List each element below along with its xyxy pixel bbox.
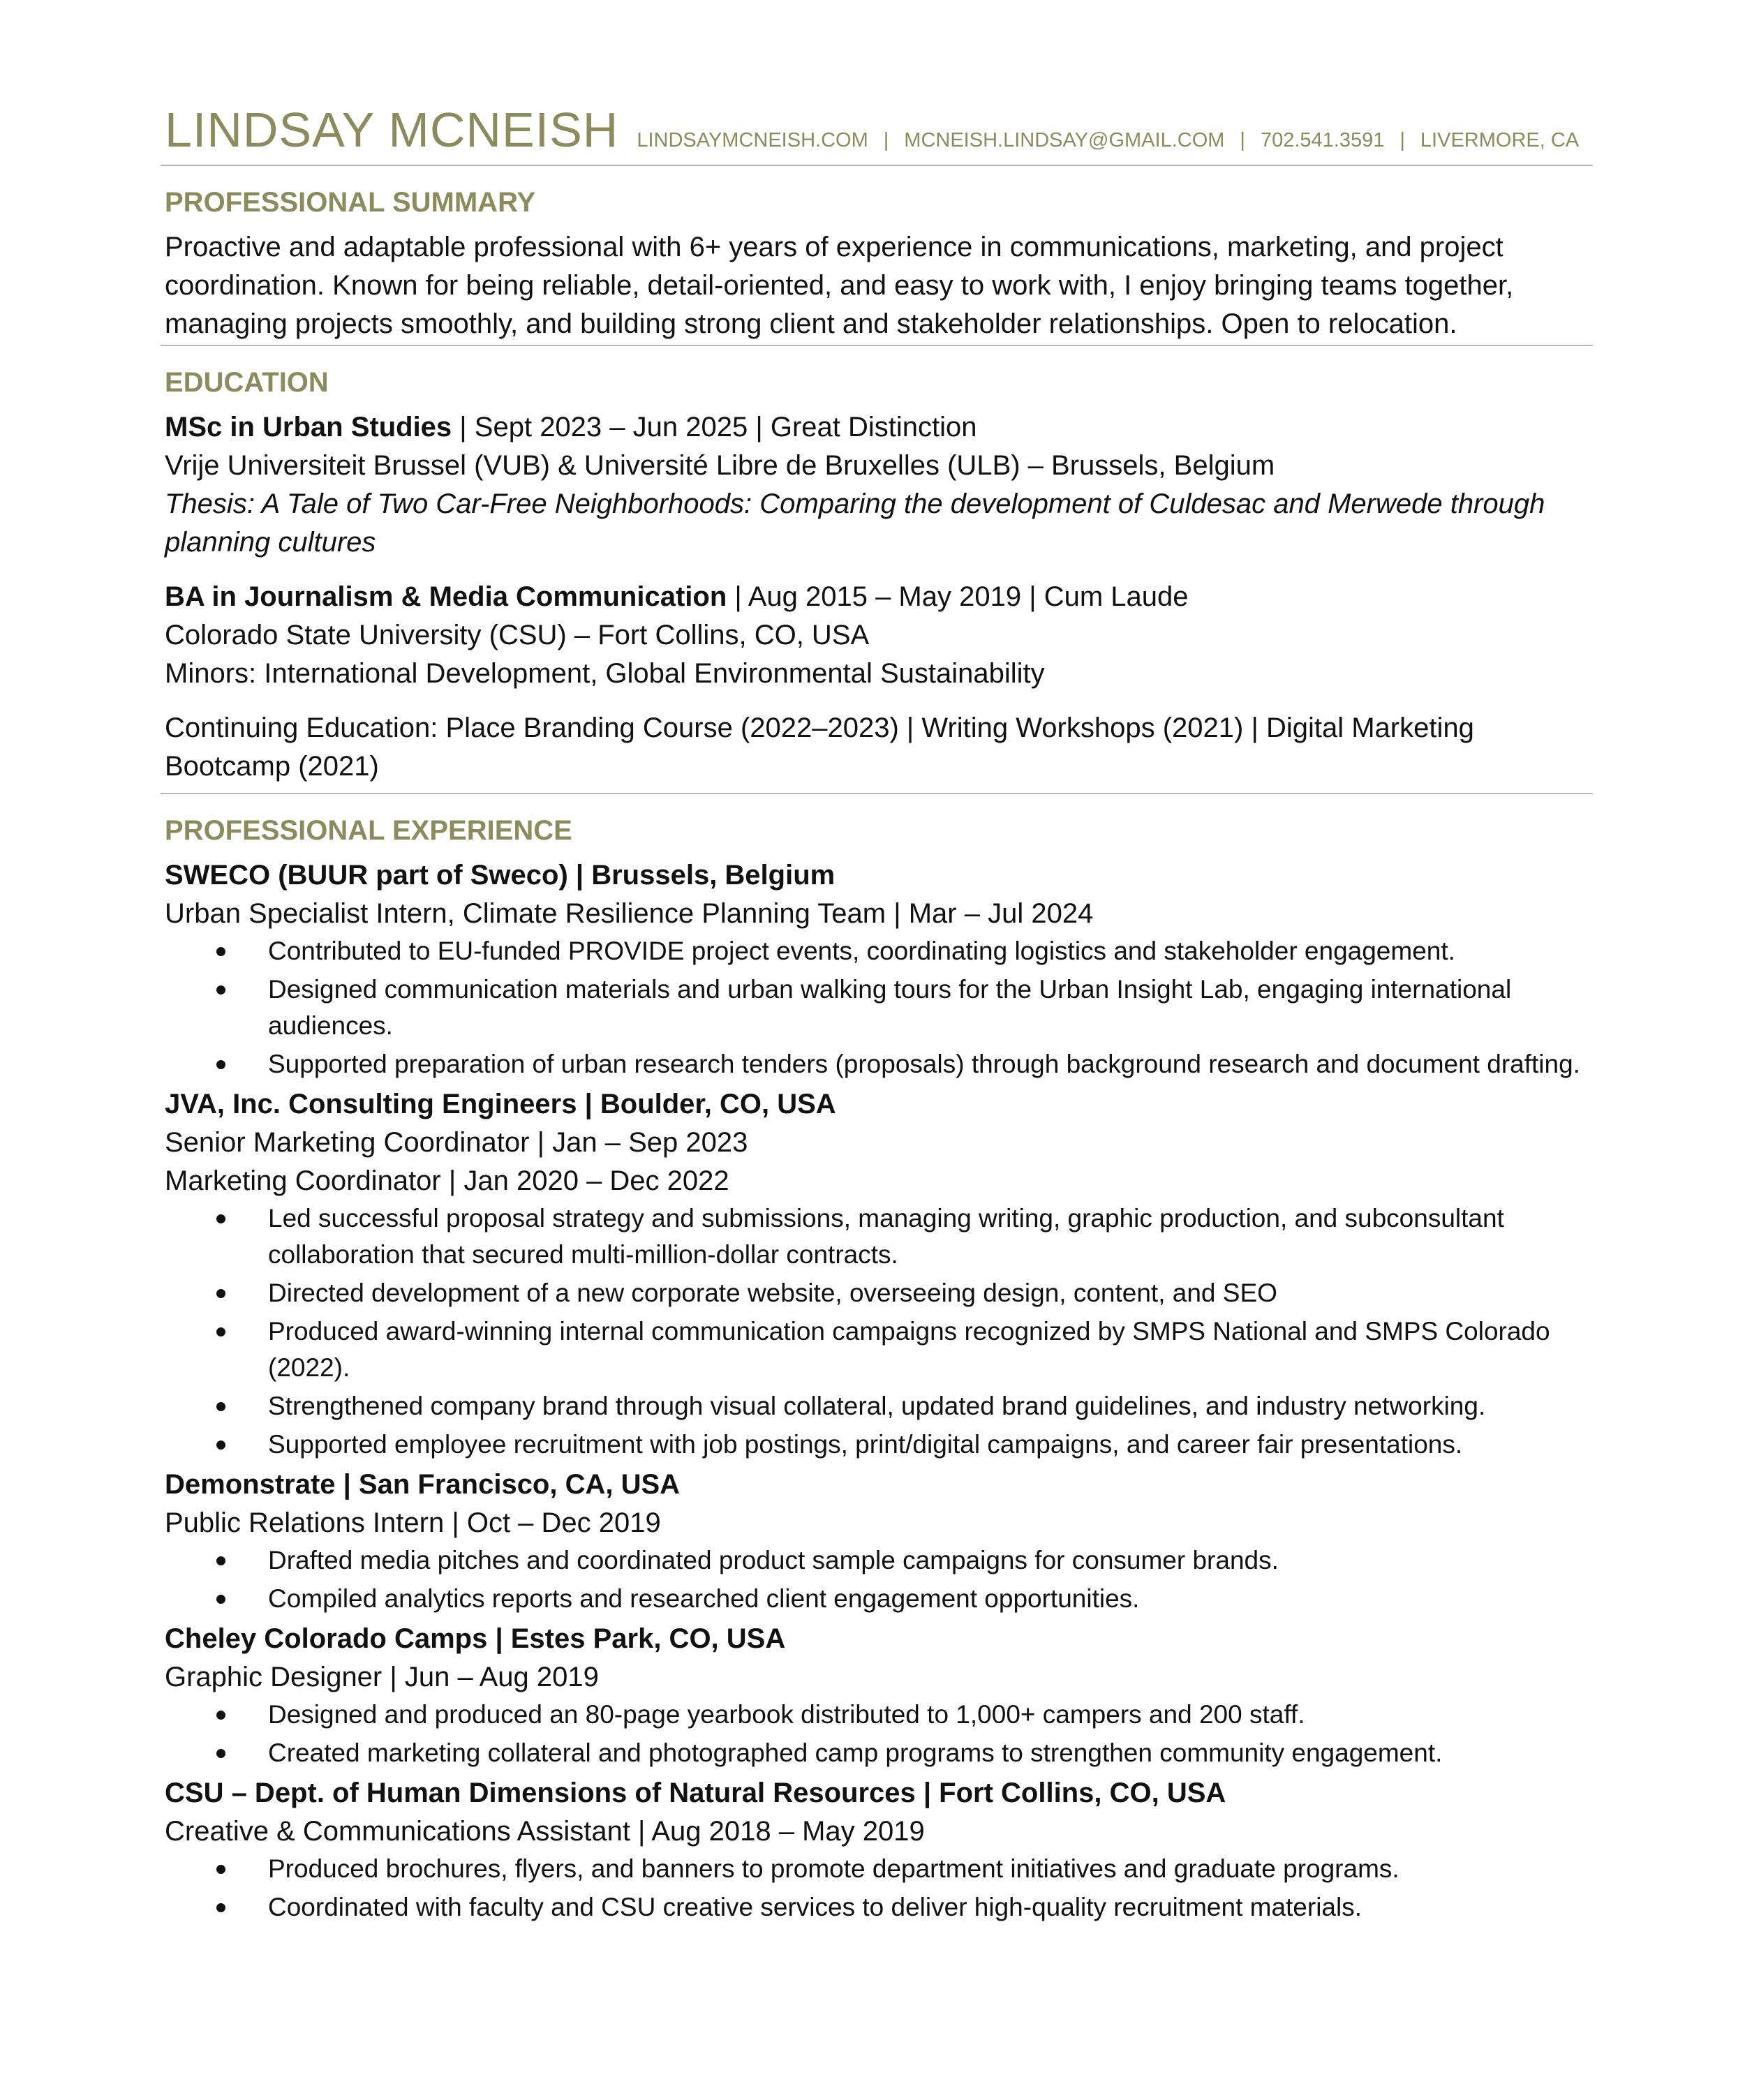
summary-text: Proactive and adaptable professional with 6+ years of experience in communications, marketing, and project coordination. Known for being reliable, detail-oriented, and easy to work with, I enjoy bringing teams together, managing projects smoothly, and building strong client and stakeholder relationships. Open to relocation.	[165, 232, 1514, 339]
contact-separator: |	[1399, 129, 1405, 151]
resume-header	[165, 102, 1589, 158]
education-divider	[161, 793, 1593, 794]
bullet-dot-icon	[216, 1214, 225, 1223]
resume-content	[165, 102, 1589, 1928]
education-entry-msc	[165, 408, 1589, 562]
bullet-item	[165, 1046, 1589, 1082]
bullet-text: Drafted media pitches and coordinated product sample campaigns for consumer brands.	[268, 1546, 1279, 1574]
job-bullets	[165, 1200, 1589, 1463]
contact-separator: |	[1240, 129, 1245, 151]
bullet-item	[165, 1851, 1589, 1887]
job-bullets	[165, 1542, 1589, 1617]
summary-heading: PROFESSIONAL SUMMARY	[165, 187, 536, 218]
bullet-dot-icon	[216, 1865, 225, 1874]
job-bullets	[165, 1697, 1589, 1771]
bullet-text: Produced award-winning internal communication campaigns recognized by SMPS National and SMPS Colorado (2022).	[268, 1317, 1550, 1382]
job-entry	[165, 856, 1589, 1082]
bullet-dot-icon	[216, 1289, 225, 1298]
bullet-dot-icon	[216, 1595, 225, 1604]
minors-line: Minors: International Development, Global Environmental Sustainability	[165, 658, 1045, 689]
job-entry	[165, 1774, 1589, 1926]
bullet-item	[165, 971, 1589, 1044]
bullet-text: Compiled analytics reports and researched client engagement opportunities.	[268, 1584, 1140, 1613]
job-company: Cheley Colorado Camps | Estes Park, CO, USA	[165, 1623, 786, 1654]
job-company: CSU – Dept. of Human Dimensions of Natural Resources | Fort Collins, CO, USA	[165, 1778, 1226, 1808]
degree-details: | Sept 2023 – Jun 2025 | Great Distinction	[452, 412, 977, 442]
job-entry	[165, 1620, 1589, 1771]
bullet-dot-icon	[216, 985, 225, 995]
contact-phone[interactable]: 702.541.3591	[1260, 129, 1385, 151]
continuing-education-line: Continuing Education: Place Branding Course (2022–2023) | Writing Workshops (2021) | Digital Marketing Bootcamp (2021)	[165, 713, 1474, 782]
bullet-text: Contributed to EU-funded PROVIDE project events, coordinating logistics and stakeholder engagement.	[268, 937, 1455, 965]
bullet-item	[165, 1275, 1589, 1311]
thesis-line: Thesis: A Tale of Two Car-Free Neighborhoods: Comparing the development of Culdesac and Merwede through planning cultures	[165, 489, 1545, 558]
bullet-text: Produced brochures, flyers, and banners to promote department initiatives and graduate programs.	[268, 1854, 1399, 1883]
bullet-text: Led successful proposal strategy and submissions, managing writing, graphic production, and subconsultant collaboration that secured multi-million-dollar contracts.	[268, 1204, 1504, 1269]
bullet-text: Supported employee recruitment with job postings, print/digital campaigns, and career fair presentations.	[268, 1430, 1463, 1459]
school-line: Colorado State University (CSU) – Fort Collins, CO, USA	[165, 620, 870, 650]
contact-line	[637, 129, 1579, 152]
bullet-dot-icon	[216, 1440, 225, 1450]
bullet-dot-icon	[216, 1402, 225, 1411]
job-role: Public Relations Intern | Oct – Dec 2019	[165, 1507, 661, 1538]
bullet-item	[165, 1697, 1589, 1733]
job-role: Creative & Communications Assistant | Aug 2018 – May 2019	[165, 1816, 925, 1847]
bullet-item	[165, 1581, 1589, 1617]
continuing-education	[165, 709, 1589, 786]
job-company: JVA, Inc. Consulting Engineers | Boulder, CO, USA	[165, 1089, 836, 1119]
summary-divider	[161, 345, 1593, 346]
bullet-item	[165, 1313, 1589, 1386]
bullet-item	[165, 1542, 1589, 1579]
bullet-dot-icon	[216, 1903, 225, 1912]
experience-section	[165, 815, 1589, 1926]
degree-name: MSc in Urban Studies	[165, 412, 452, 442]
bullet-dot-icon	[216, 1749, 225, 1758]
job-bullets	[165, 1851, 1589, 1926]
bullet-text: Created marketing collateral and photographed camp programs to strengthen community engagement.	[268, 1738, 1443, 1767]
job-role: Urban Specialist Intern, Climate Resilience Planning Team | Mar – Jul 2024	[165, 898, 1094, 929]
bullet-dot-icon	[216, 1327, 225, 1336]
bullet-text: Designed communication materials and urban walking tours for the Urban Insight Lab, engaging international audiences.	[268, 975, 1512, 1040]
contact-separator: |	[883, 129, 889, 151]
bullet-item	[165, 1200, 1589, 1273]
contact-location: LIVERMORE, CA	[1420, 129, 1580, 151]
summary-section	[165, 187, 1589, 343]
bullet-dot-icon	[216, 1711, 225, 1720]
degree-line	[165, 408, 1589, 447]
bullet-dot-icon	[216, 947, 225, 956]
job-entry	[165, 1085, 1589, 1463]
experience-heading: PROFESSIONAL EXPERIENCE	[165, 815, 572, 846]
bullet-item	[165, 1889, 1589, 1926]
bullet-item	[165, 1388, 1589, 1424]
bullet-text: Coordinated with faculty and CSU creative services to deliver high-quality recruitment materials.	[268, 1893, 1362, 1921]
degree-details: | Aug 2015 – May 2019 | Cum Laude	[727, 581, 1189, 612]
bullet-item	[165, 1735, 1589, 1771]
bullet-item	[165, 933, 1589, 969]
candidate-name: LINDSAY MCNEISH	[165, 103, 619, 157]
job-bullets	[165, 933, 1589, 1082]
bullet-text: Supported preparation of urban research tenders (proposals) through background research and document drafting.	[268, 1050, 1580, 1078]
contact-email[interactable]: MCNEISH.LINDSAY@GMAIL.COM	[904, 129, 1225, 151]
job-company: SWECO (BUUR part of Sweco) | Brussels, Belgium	[165, 860, 836, 891]
bullet-dot-icon	[216, 1060, 225, 1069]
job-entry	[165, 1466, 1589, 1617]
education-section	[165, 367, 1589, 786]
contact-website[interactable]: LINDSAYMCNEISH.COM	[637, 129, 868, 151]
job-role: Graphic Designer | Jun – Aug 2019	[165, 1662, 599, 1692]
bullet-text: Designed and produced an 80-page yearbook distributed to 1,000+ campers and 200 staff.	[268, 1700, 1305, 1729]
degree-name: BA in Journalism & Media Communication	[165, 581, 727, 612]
school-line: Vrije Universiteit Brussel (VUB) & Université Libre de Bruxelles (ULB) – Brussels, Belgium	[165, 450, 1275, 481]
bullet-text: Directed development of a new corporate website, overseeing design, content, and SEO	[268, 1279, 1277, 1307]
header-divider	[161, 165, 1593, 166]
job-role: Marketing Coordinator | Jan 2020 – Dec 2022	[165, 1166, 729, 1196]
job-company: Demonstrate | San Francisco, CA, USA	[165, 1469, 681, 1500]
bullet-item	[165, 1427, 1589, 1463]
education-heading: EDUCATION	[165, 367, 329, 398]
bullet-text: Strengthened company brand through visual collateral, updated brand guidelines, and industry networking.	[268, 1392, 1486, 1420]
job-role: Senior Marketing Coordinator | Jan – Sep 2023	[165, 1127, 748, 1158]
education-entry-ba	[165, 578, 1589, 693]
degree-line	[165, 578, 1589, 616]
bullet-dot-icon	[216, 1556, 225, 1565]
